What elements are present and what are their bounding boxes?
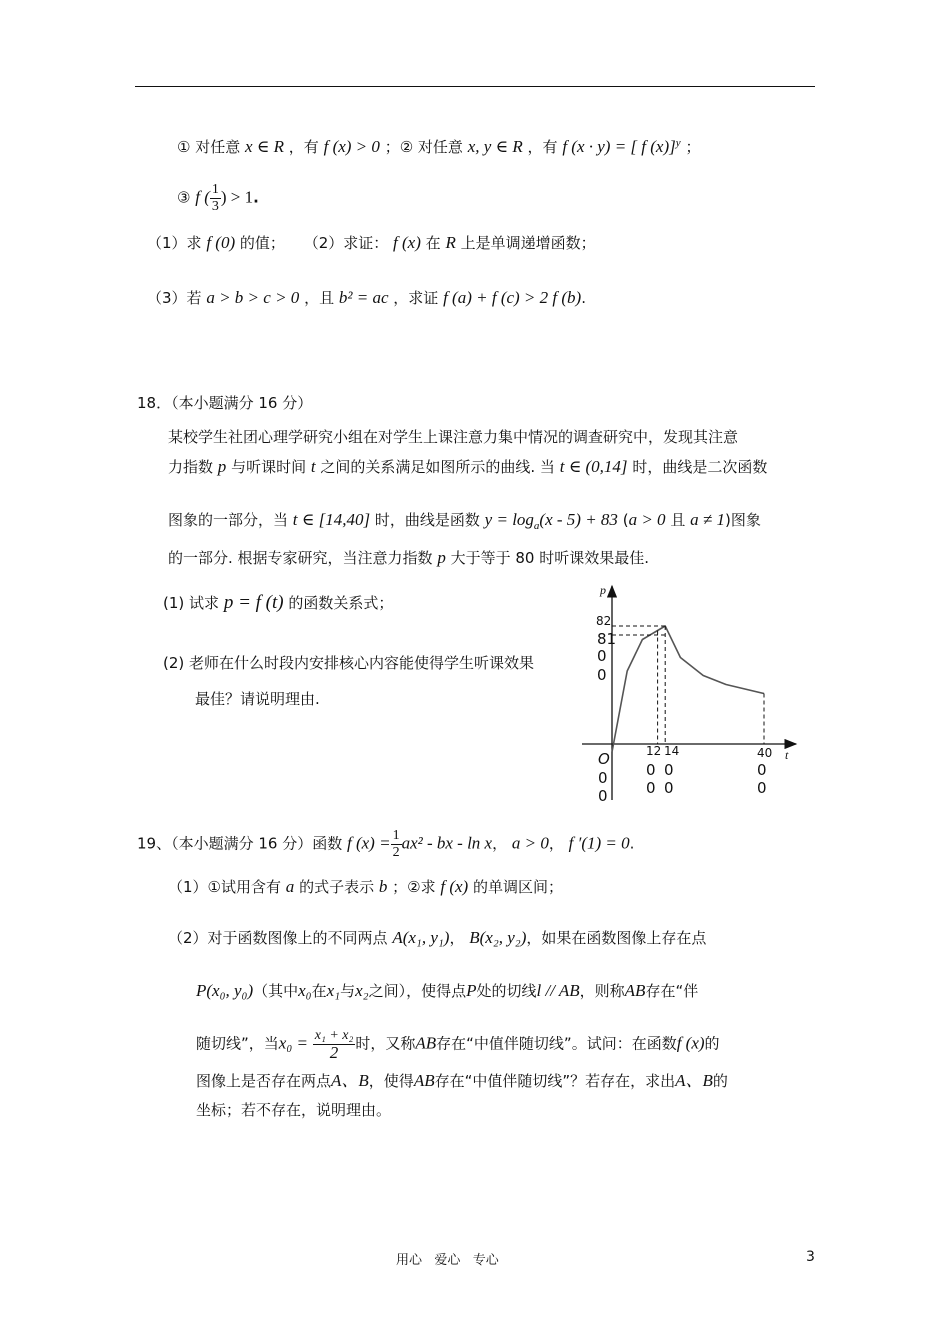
p18-question-2-cont: 最佳？请说明理由. [195, 690, 320, 708]
p17-cond3-label: ③ [177, 188, 191, 207]
origin-zero-2: 0 [598, 787, 608, 803]
p19-l3-text3: 与 [340, 982, 356, 1000]
p17-q3-math2: b² = ac [338, 288, 389, 307]
y-zero-2: 0 [597, 666, 607, 684]
p18-question-2: (2) 老师在什么时段内安排核心内容能使得学生听课效果 [163, 654, 535, 672]
x12-zero-2: 0 [646, 779, 656, 797]
p19-l3-text7: 存在“伴 [645, 982, 699, 1000]
y-zero-1: 0 [597, 647, 607, 665]
p17-q2-math2: R [445, 233, 456, 252]
p17-question-3 [147, 283, 586, 313]
p18-question-1 [163, 588, 393, 618]
p18-l3-log-base: a [533, 520, 540, 532]
p17-cond1-text: ① 对任意 [177, 138, 241, 156]
p18-q1-text: 的函数关系式； [288, 594, 394, 612]
p18-l4-text: 的一部分. 根据专家研究，当注意力指数 [168, 549, 433, 567]
p17-cond1-text2: ，有 [288, 138, 319, 156]
p18-l2-text4: 时，曲线是二次函数 [632, 458, 768, 476]
p18-heading: 18．（本小题满分 16 分） [137, 394, 313, 412]
p18-l2-math: t ∈ (0,14] [559, 457, 628, 476]
p17-cond2-math2: f (x · y) = [ f (x)] [562, 137, 676, 156]
p19-l5-ab: AB [413, 1071, 435, 1090]
p18-l4-p: p [437, 548, 446, 567]
p19-head-dot: . [629, 834, 635, 853]
p19-q1-label: （1）①试用含有 [168, 878, 281, 896]
p17-cond2-exponent: y [675, 137, 681, 149]
p18-l3-math2: a > 0 [628, 510, 666, 529]
p18-l3-text2: 时，曲线是函数 [374, 511, 480, 529]
p17-cond3-dot: . [253, 188, 259, 207]
p19-line-4 [196, 1028, 720, 1061]
p17-cond2-math: x, y ∈ R [467, 137, 523, 156]
p19-l3-text2: 在 [311, 982, 327, 1000]
p18-line-2 [168, 452, 767, 482]
t-axis-label: t [785, 748, 789, 762]
p19-line-5 [196, 1066, 728, 1096]
p18-l3-and: 且 [670, 511, 686, 529]
header-rule [135, 86, 815, 87]
origin-zero-1: 0 [598, 769, 608, 787]
p17-condition-3 [177, 182, 259, 215]
origin-label: O [598, 750, 610, 768]
p18-line-4 [168, 543, 649, 573]
p19-l4-numerator: x₁ + x₂ [314, 1028, 354, 1043]
page-number: 3 [806, 1249, 815, 1265]
p17-cond3-numerator: 1 [211, 182, 219, 197]
p19-q1-text: 的式子表示 [299, 878, 375, 896]
p19-l3-p: P [466, 981, 477, 1000]
p19-head-comma2: ， [548, 834, 564, 853]
p18-l3-math: t ∈ [14,40] [292, 510, 371, 529]
p18-l2-text: 力指数 [168, 458, 214, 476]
p19-head-fraction [391, 828, 402, 861]
p18-l2-text3: 之间的关系满足如图所示的曲线. 当 [320, 458, 555, 476]
curve-layer [612, 626, 764, 752]
p17-q3-dot: . [581, 289, 586, 307]
p19-q2-comma: ， [449, 929, 465, 947]
p19-head-text: 19、（本小题满分 16 分）函数 [137, 834, 343, 853]
p17-condition-1-2 [177, 128, 700, 162]
p17-q2-label: （2）求证： [303, 234, 389, 252]
p19-q1-fx: f (x) [440, 877, 469, 896]
p19-q1-text2: ；②求 [392, 878, 436, 896]
p19-line-3 [196, 976, 698, 1006]
p19-l3-point-p: P(x₀, y₀) [196, 981, 254, 1000]
p19-l5-text3: 存在“中值伴随切线”？若存在，求出 [434, 1072, 676, 1090]
p17-q2-text2: 上是单调递增函数； [460, 234, 596, 252]
p19-q2-label: （2）对于函数图像上的不同两点 [168, 929, 388, 947]
p19-l4-text: 随切线”，当 [196, 1034, 279, 1053]
p17-q3-math: a > b > c > 0 [206, 288, 300, 307]
p19-l3-text: （其中 [253, 982, 299, 1000]
p17-q2-text: 在 [425, 234, 441, 252]
p17-q1-text: 的值； [239, 234, 285, 252]
p18-l3-text: 图象的一部分，当 [168, 511, 289, 529]
x12-zero-1: 0 [646, 761, 656, 779]
p19-question-1 [168, 872, 563, 902]
x-tick-14: 14 [664, 744, 680, 758]
p18-line-1: 某校学生社团心理学研究小组在对学生上课注意力集中情况的调查研究中，发现其注意 [168, 428, 739, 446]
p19-l5-ab-points2: A、B [675, 1071, 713, 1090]
p19-l5-text2: ，使得 [368, 1072, 414, 1090]
footer-motto: 用心 爱心 专心 [396, 1253, 499, 1268]
p19-l4-text4: 的 [704, 1034, 720, 1053]
p18-l2-p: p [217, 457, 227, 476]
p18-q1-math: p = f (t) [223, 592, 284, 613]
p19-line-6: 坐标；若不存在，说明理由。 [196, 1101, 392, 1119]
p17-question-1-2 [147, 228, 596, 258]
attention-curve-series [612, 626, 764, 752]
p17-cond1-math: x ∈ R [245, 137, 285, 156]
y-tick-82: 82 [596, 614, 612, 628]
p17-cond2-text: ；② 对任意 [384, 138, 463, 156]
p18-l3-end: )图象 [724, 511, 761, 529]
p19-l4-text3: 存在“中值伴随切线”。试问：在函数 [436, 1034, 677, 1053]
p17-cond3-f: f ( [195, 187, 210, 207]
p17-q2-math: f (x) [393, 233, 421, 252]
x-tick-40: 40 [757, 746, 773, 760]
p19-head-comma: ， [492, 834, 508, 853]
p18-l2-text2: 与听课时间 [231, 458, 307, 476]
p18-l3-log: y = log [484, 510, 534, 529]
p17-cond2-end: ； [685, 138, 701, 156]
p19-l4-x0: x₀ = [278, 1033, 308, 1053]
p19-head-math: a > 0 [511, 833, 549, 853]
p19-l3-parallel: l // AB [536, 981, 580, 1000]
p17-cond1-math2: f (x) > 0 [323, 137, 380, 156]
p19-q2-text: ，如果在函数图像上存在点 [526, 929, 707, 947]
p18-l4-text2: 大于等于 80 时听课效果最佳. [450, 549, 650, 567]
p17-cond3-end: ) > 1 [220, 187, 254, 207]
p18-l3-log-arg: (x - 5) + 83 [539, 510, 618, 529]
p19-l4-fx: f (x) [676, 1033, 705, 1053]
x40-zero-2: 0 [757, 779, 767, 797]
p19-q2-point-a: A(x₁, y₁) [392, 928, 450, 947]
p18-l3-math3: a ≠ 1 [690, 510, 725, 529]
p19-l3-text6: ，则称 [579, 982, 625, 1000]
p17-cond3-fraction [210, 182, 221, 215]
p19-l5-ab-points: A、B [331, 1071, 369, 1090]
p17-q3-text2: ，求证 [393, 289, 439, 307]
p17-q1-math: f (0) [206, 233, 236, 252]
p19-l4-fraction [313, 1028, 356, 1061]
p17-q1-label: （1）求 [147, 234, 202, 252]
p19-l3-x2: x₂ [355, 981, 369, 1000]
p-axis-label: p [600, 583, 606, 597]
p19-q1-b: b [378, 877, 388, 896]
p17-q3-text: ，且 [304, 289, 335, 307]
p19-l3-text4: 之间），使得点 [368, 982, 467, 1000]
p18-l3-paren: ( [622, 511, 629, 529]
p19-head-numerator: 1 [392, 828, 400, 843]
attention-curve-graph [560, 578, 805, 803]
p18-q1-label: (1) 试求 [163, 594, 220, 612]
p19-head-denominator: 2 [392, 845, 400, 860]
y-tick-81: 81 [597, 630, 617, 648]
p19-l3-x1: x₁ [326, 981, 341, 1000]
p19-question-2 [168, 923, 706, 953]
p19-l4-denominator: 2 [329, 1043, 339, 1062]
p19-l3-x0: x₀ [298, 981, 312, 1000]
p19-heading [137, 828, 634, 861]
p19-q2-point-b: B(x₂, y₂) [469, 928, 527, 947]
p17-q3-label: （3）若 [147, 289, 202, 307]
x14-zero-2: 0 [664, 779, 674, 797]
p19-l4-text2: 时，又称 [355, 1034, 416, 1053]
p19-q1-a: a [285, 877, 295, 896]
p19-head-math2: f ′(1) = 0 [568, 833, 630, 853]
x-tick-12: 12 [646, 744, 662, 758]
p19-q1-text3: 的单调区间； [473, 878, 564, 896]
p19-l5-text: 图像上是否存在两点 [196, 1072, 332, 1090]
p19-head-f: f (x) = [347, 833, 391, 853]
x14-zero-1: 0 [664, 761, 674, 779]
p19-l3-text5: 处的切线 [476, 982, 537, 1000]
p17-cond3-denominator: 3 [211, 199, 219, 214]
p17-q3-math3: f (a) + f (c) > 2 f (b) [443, 288, 582, 307]
p18-line-3 [168, 505, 761, 541]
x40-zero-1: 0 [757, 761, 767, 779]
p17-cond2-text2: ，有 [527, 138, 558, 156]
p19-l4-ab: AB [415, 1033, 437, 1053]
p19-head-f2: ax² - bx - ln x [401, 833, 493, 853]
p19-l3-ab: AB [624, 981, 646, 1000]
p19-l5-text4: 的 [712, 1072, 728, 1090]
p18-l2-t: t [310, 457, 316, 476]
